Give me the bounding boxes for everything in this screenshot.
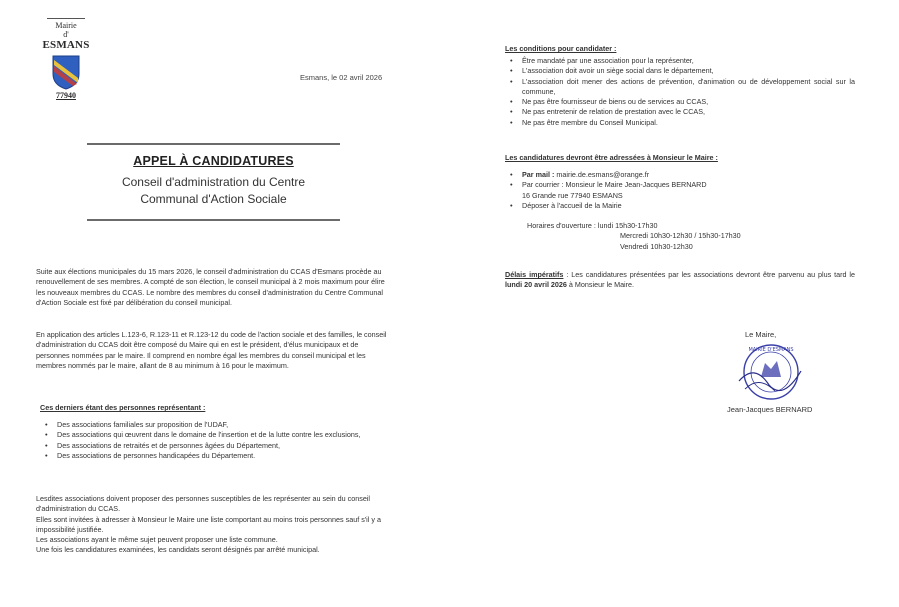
logo-line2: d' bbox=[63, 30, 69, 39]
representatives-heading: Ces derniers étant des personnes représentant : bbox=[40, 403, 206, 412]
subtitle-line2: Communal d'Action Sociale bbox=[140, 192, 287, 206]
list-item: • Des associations de personnes handicapées du Département. bbox=[40, 451, 392, 461]
list-item: • Ne pas être fournisseur de biens ou de services au CCAS, bbox=[505, 97, 855, 107]
list-item: • Ne pas être membre du Conseil Municipal. bbox=[505, 118, 855, 128]
document-date: Esmans, le 02 avril 2026 bbox=[300, 73, 383, 82]
conditions-list bbox=[505, 56, 855, 128]
deadline-paragraph bbox=[505, 270, 855, 291]
list-item: • Des associations qui œuvrent dans le domaine de l'insertion et de la lutte contre les exclusions, bbox=[40, 430, 392, 440]
mail-method bbox=[505, 170, 865, 180]
intro-paragraph: Suite aux élections municipales du 15 mars 2026, le conseil d'administration du CCAS d'Esmans procède au renouvellement de ses membres. A compté de son élection, le conseil municipal à 2 mois maximum pour élire les nouveaux membres du CCAS. Le nombre des membres du conseil d'administration du Centre Communal d'Action Sociale est fixé par délibération du conseil municipal. bbox=[36, 267, 385, 307]
document-subtitle bbox=[87, 174, 340, 208]
list-item: • Des associations de retraités et de personnes âgées du Département, bbox=[40, 441, 392, 451]
logo-rule bbox=[47, 18, 85, 19]
closing-line: Les associations ayant le même sujet peuvent proposer une liste commune. bbox=[36, 535, 278, 545]
post-method bbox=[505, 180, 865, 201]
deposit-method: • Déposer à l'accueil de la Mairie bbox=[505, 201, 865, 211]
representatives-list bbox=[40, 420, 392, 461]
hours-wednesday: Mercredi 10h30-12h30 / 15h30-17h30 bbox=[620, 231, 741, 241]
deadline-label: Délais impératifs bbox=[505, 270, 564, 279]
list-item: • Des associations familiales sur proposition de l'UDAF, bbox=[40, 420, 392, 430]
post-label: Par courrier : bbox=[522, 180, 564, 190]
hours-monday: lundi 15h30-17h30 bbox=[597, 221, 658, 230]
hours-friday: Vendredi 10h30-12h30 bbox=[620, 241, 693, 251]
legal-paragraph: En application des articles L.123-6, R.123-11 et R.123-12 du code de l'action sociale et des familles, le conseil d'administration du CCAS doit être composé du Maire qui en est le président, d'élus municipaux et de personnes nommées par le maire. Il comprend en nombre égal les membres du conseil municipal et les membres nommés par le maire, allant de 8 au minimum à 16 pour le maximum. bbox=[36, 330, 387, 370]
conditions-heading: Les conditions pour candidater : bbox=[505, 44, 617, 53]
list-item: • Ne pas entretenir de relation de prestation avec le CCAS, bbox=[505, 107, 855, 117]
logo-town: ESMANS bbox=[42, 39, 90, 51]
deadline-date: lundi 20 avril 2026 bbox=[505, 280, 567, 290]
mail-address[interactable]: mairie.de.esmans@orange.fr bbox=[556, 170, 650, 179]
deadline-text-b: à Monsieur le Maire. bbox=[566, 280, 635, 290]
title-bottom-rule bbox=[87, 219, 340, 221]
coat-of-arms-icon bbox=[51, 54, 81, 90]
document-title: APPEL À CANDIDATURES bbox=[133, 154, 294, 168]
post-recipient: Monsieur le Maire Jean-Jacques BERNARD bbox=[565, 180, 707, 190]
post-address: 16 Grande rue 77940 ESMANS bbox=[522, 190, 623, 200]
hours-label: Horaires d'ouverture : bbox=[527, 221, 596, 230]
list-item: • L'association doit avoir un siège social dans le département, bbox=[505, 66, 855, 76]
list-item: • L'association doit mener des actions de prévention, d'animation ou de développement social sur la commune, bbox=[505, 77, 855, 98]
signature-label: Le Maire, bbox=[745, 330, 777, 339]
closing-line: Une fois les candidatures examinées, les candidats seront désignés par arrêté municipal. bbox=[36, 545, 320, 555]
official-stamp-icon bbox=[735, 341, 805, 403]
mail-label: Par mail : bbox=[522, 170, 555, 179]
send-heading: Les candidatures devront être adressées à Monsieur le Maire : bbox=[505, 153, 718, 162]
title-top-rule bbox=[87, 143, 340, 145]
title-box bbox=[87, 143, 340, 222]
town-logo bbox=[38, 18, 94, 101]
closing-paragraph bbox=[36, 494, 396, 556]
logo-line1: Mairie bbox=[55, 21, 77, 30]
list-item: • Être mandaté par une association pour la représenter, bbox=[505, 56, 855, 66]
logo-postcode: 77940 bbox=[56, 91, 76, 100]
closing-line: Lesdites associations doivent proposer des personnes susceptibles de les représenter au sein du conseil d'administration du CCAS. bbox=[36, 494, 371, 514]
deadline-text-a: : Les candidatures présentées par les associations devront être parvenu au plus tard le bbox=[563, 270, 855, 279]
closing-line: Elles sont invitées à adresser à Monsieur le Maire une liste comportant au moins trois personnes sauf s'il y a impossibilité justifiée. bbox=[36, 514, 381, 534]
signatory-name: Jean-Jacques BERNARD bbox=[727, 405, 813, 414]
send-methods-list bbox=[505, 170, 865, 211]
opening-hours bbox=[527, 221, 827, 252]
hours-row-monday bbox=[527, 221, 827, 231]
subtitle-line1: Conseil d'administration du Centre bbox=[121, 175, 306, 189]
stamp-text: MAIRIE D'ESMANS bbox=[748, 347, 794, 353]
